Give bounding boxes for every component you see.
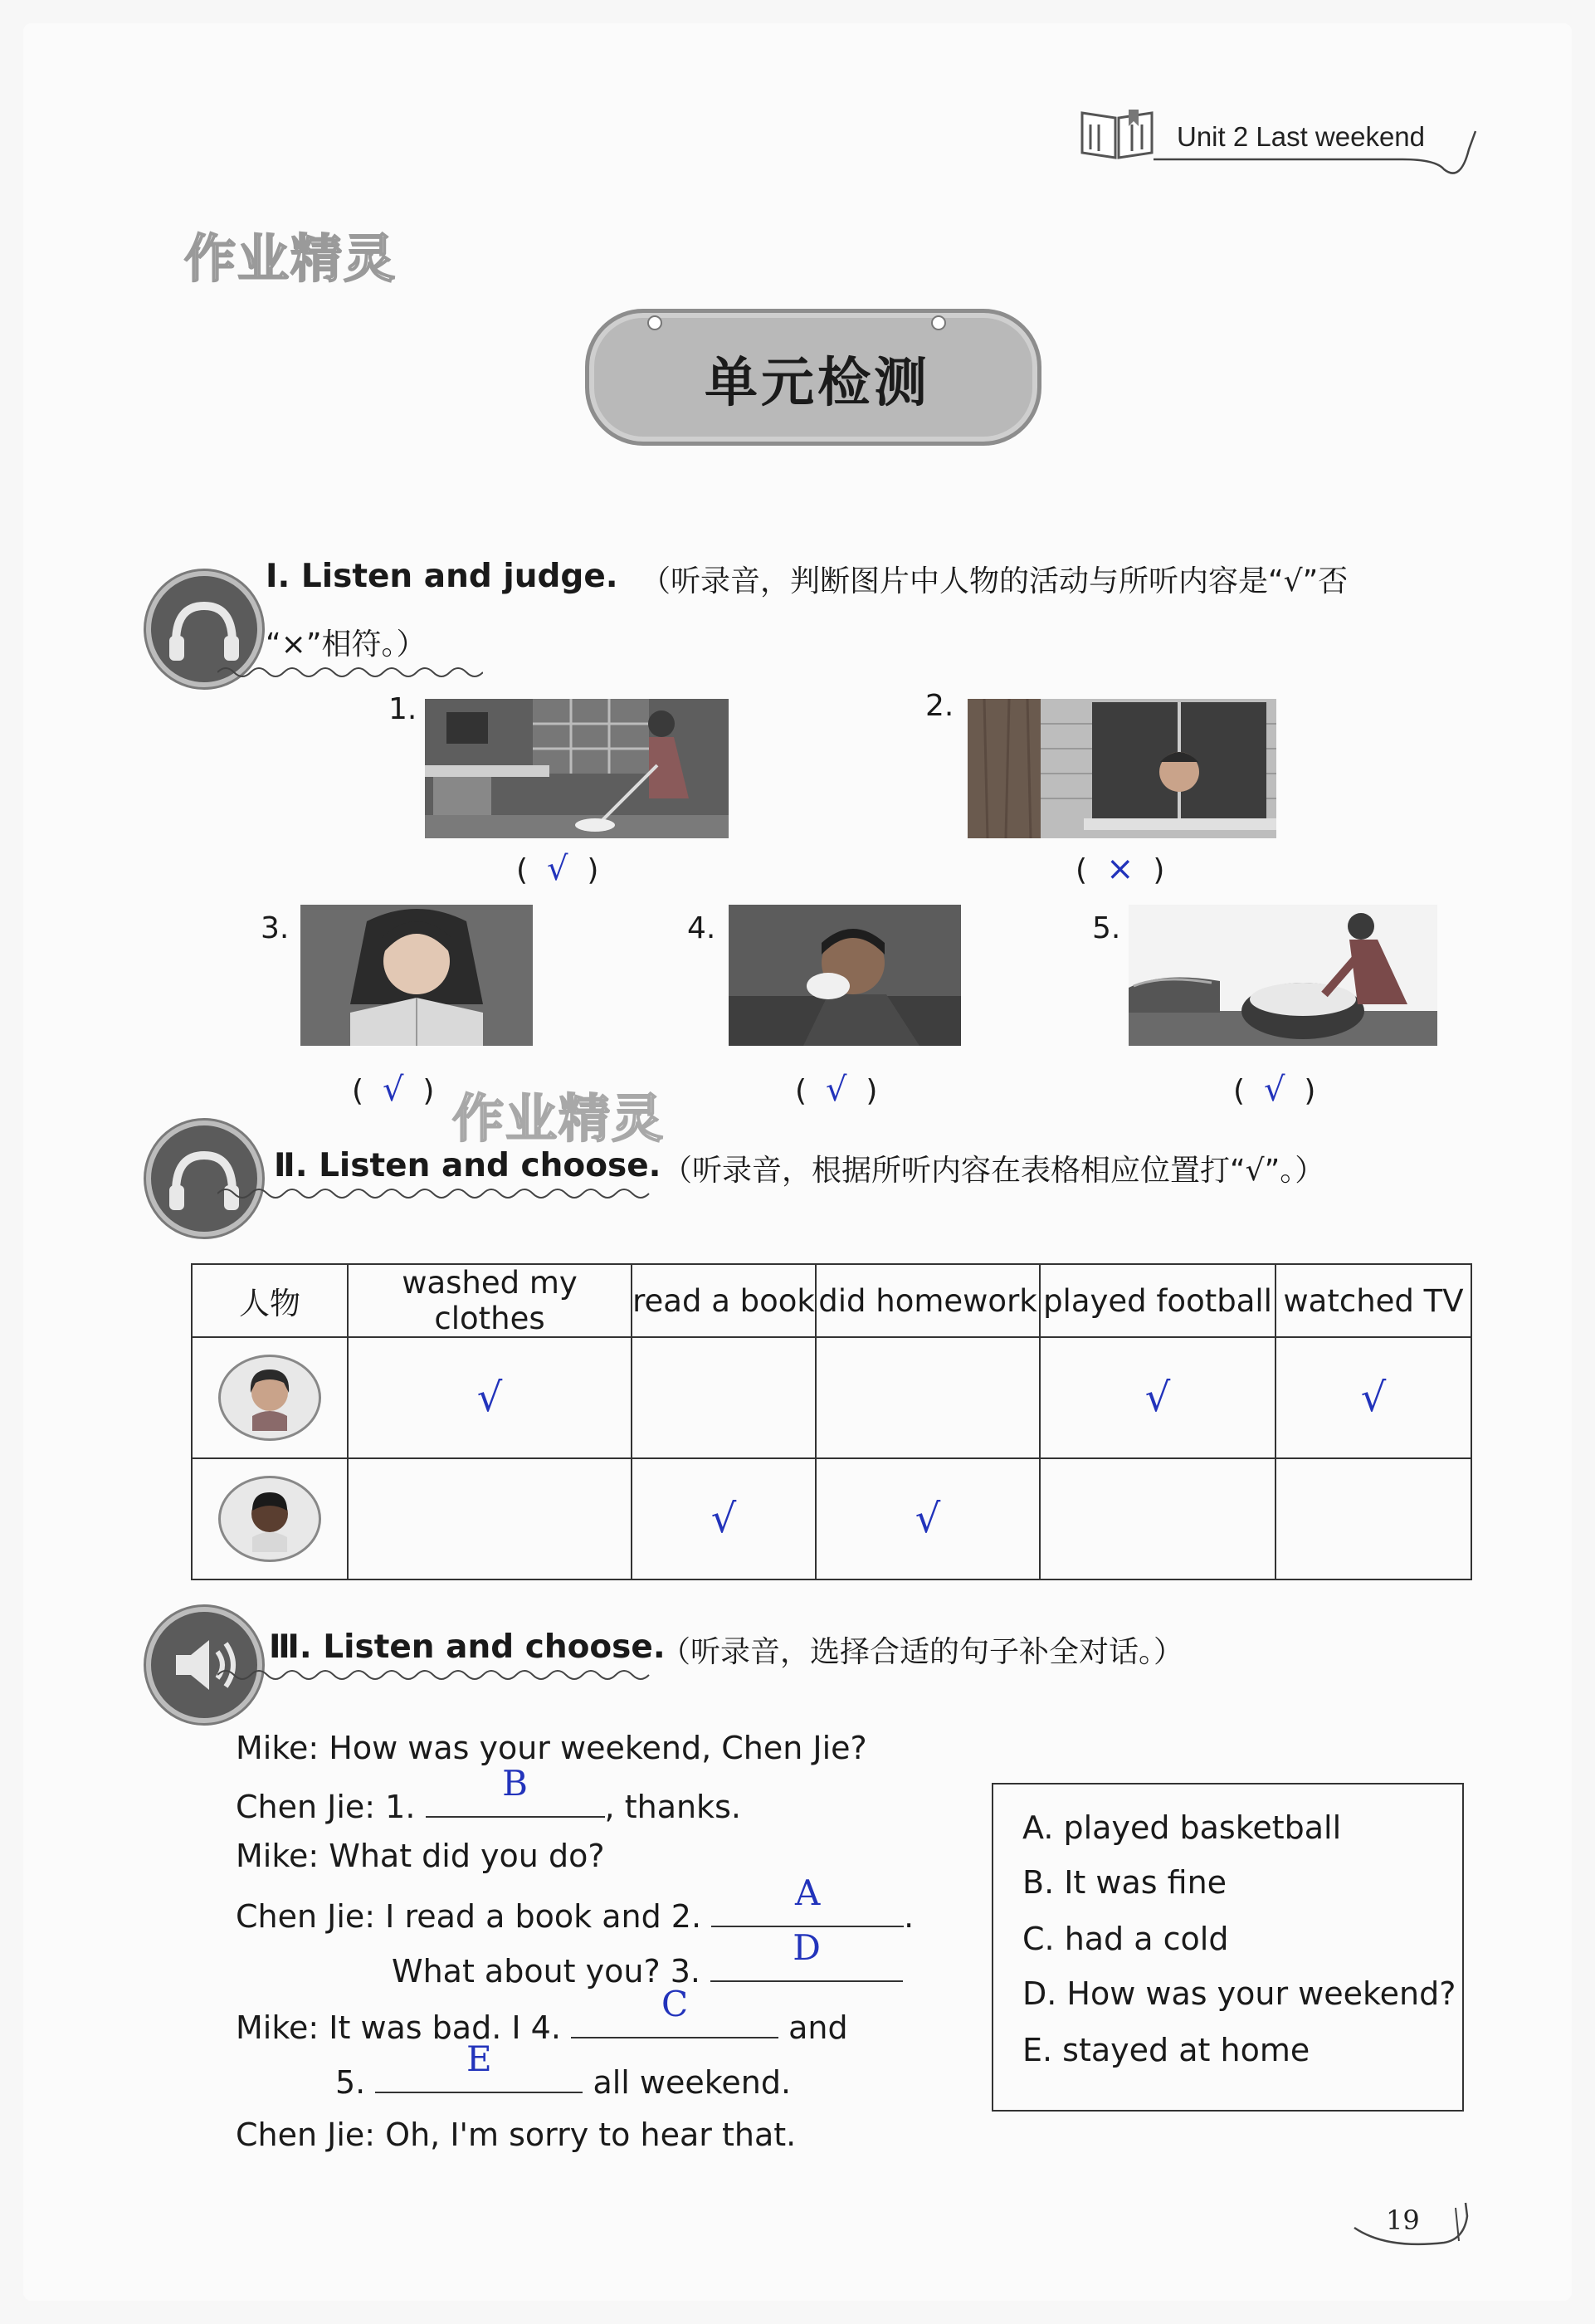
header-cell: did homework <box>816 1264 1040 1337</box>
banner-title: 单元检测 <box>705 353 930 414</box>
header-cell: 人物 <box>192 1264 348 1337</box>
option-item: A. played basketball <box>1022 1809 1342 1846</box>
dialogue-text: Chen Jie: 1. <box>236 1789 416 1825</box>
girl-avatar <box>218 1355 321 1441</box>
item-number: 3. <box>261 911 290 945</box>
dialogue-line: Chen Jie: Oh, I'm sorry to hear that. <box>236 2116 797 2153</box>
dialogue-text: and <box>788 2009 848 2046</box>
option-item: B. It was fine <box>1022 1864 1227 1901</box>
dialogue-line <box>236 1763 741 1825</box>
dialogue-text: all weekend. <box>593 2064 792 2101</box>
answer-paren: ( √ ) <box>516 850 599 888</box>
dialogue-line <box>335 2038 792 2101</box>
answer-letter: E <box>466 2038 492 2079</box>
table-cell <box>816 1458 1040 1579</box>
table-cell <box>1276 1458 1471 1579</box>
answer-letter: D <box>793 1927 821 1968</box>
section2-title: Ⅱ. Listen and choose. <box>274 1147 661 1184</box>
header-cell: played football <box>1040 1264 1276 1337</box>
tick-mark: √ <box>1144 1374 1171 1421</box>
picture-washing-clothes <box>1129 905 1437 1046</box>
answer-blank <box>375 2038 583 2093</box>
table-cell <box>1040 1458 1276 1579</box>
tick-mark: √ <box>710 1496 737 1542</box>
table-cell <box>348 1458 632 1579</box>
answer-blank <box>710 1927 903 1982</box>
answer-paren: ( √ ) <box>352 1071 435 1109</box>
answer-letter: B <box>502 1763 528 1804</box>
unit-title: Unit 2 Last weekend <box>1177 121 1426 152</box>
option-item: D. How was your weekend? <box>1022 1975 1456 2012</box>
tick-mark: √ <box>915 1496 941 1542</box>
section1-note-line1: （听录音，判断图片中人物的活动与所听内容是“√”否 <box>641 564 1349 598</box>
watermark: 作业精灵 <box>452 1088 666 1149</box>
option-item: E. stayed at home <box>1022 2032 1310 2068</box>
answer-paren: ( √ ) <box>795 1071 878 1109</box>
tick-mark: √ <box>476 1374 503 1421</box>
speaker-icon <box>146 1607 262 1723</box>
dialogue-text: Mike: It was bad. I 4. <box>236 2009 561 2046</box>
book-icon <box>1079 106 1155 161</box>
dialogue-line: Mike: What did you do? <box>236 1838 605 1874</box>
page-number: 19 <box>1386 2204 1420 2236</box>
answer-blank <box>426 1763 605 1818</box>
answer-blank <box>571 1984 778 2038</box>
section1-note-line2: “×”相符。） <box>266 627 427 662</box>
dialogue-text: 5. <box>335 2064 366 2101</box>
section3-note: （听录音，选择合适的句子补全对话。） <box>661 1635 1184 1669</box>
answer-table <box>191 1263 1472 1580</box>
item-number: 2. <box>925 689 954 723</box>
section2-note: （听录音，根据所听内容在表格相应位置打“√”。） <box>662 1154 1325 1188</box>
item-number: 1. <box>388 692 417 726</box>
item-number: 5. <box>1092 911 1121 945</box>
avatar-cell <box>192 1458 348 1579</box>
dialogue-line: Mike: How was your weekend, Chen Jie? <box>236 1730 867 1766</box>
picture-mopping-floor <box>425 699 729 838</box>
answer-mark: √ <box>825 1071 847 1109</box>
table-cell <box>1040 1337 1276 1458</box>
picture-girl-reading <box>300 905 533 1046</box>
answer-paren: ( √ ) <box>1233 1071 1316 1109</box>
table-cell <box>816 1337 1040 1458</box>
header-cell: watched TV <box>1276 1264 1471 1337</box>
option-item: C. had a cold <box>1022 1921 1229 1957</box>
headphones-icon <box>146 1120 262 1237</box>
header-cell: washed my clothes <box>348 1264 632 1337</box>
answer-mark: × <box>1105 850 1134 888</box>
answer-mark: √ <box>1263 1071 1285 1109</box>
answer-paren: ( × ) <box>1076 850 1165 888</box>
table-row <box>192 1337 1471 1458</box>
answer-letter: C <box>661 1984 689 2024</box>
answer-letter: A <box>794 1872 821 1913</box>
banner-pin <box>931 315 946 330</box>
wavy-underline <box>217 1185 657 1202</box>
header-cell: read a book <box>632 1264 816 1337</box>
banner-pin <box>647 315 662 330</box>
table-cell <box>632 1458 816 1579</box>
avatar-cell <box>192 1337 348 1458</box>
item-number: 4. <box>687 911 716 945</box>
watermark: 作业精灵 <box>184 228 398 289</box>
picture-man-with-cold <box>729 905 961 1046</box>
dialogue-text: , thanks. <box>604 1789 741 1825</box>
table-cell <box>348 1337 632 1458</box>
dialogue-text: What about you? 3. <box>392 1953 700 1990</box>
answer-blank <box>711 1872 904 1927</box>
picture-boy-at-window <box>968 699 1276 838</box>
dialogue-text: Chen Jie: I read a book and 2. <box>236 1898 702 1935</box>
section3-title: Ⅲ. Listen and choose. <box>269 1628 666 1666</box>
section1-title: Ⅰ. Listen and judge. <box>266 558 618 595</box>
table-cell <box>1276 1337 1471 1458</box>
table-row <box>192 1458 1471 1579</box>
tick-mark: √ <box>1360 1374 1387 1421</box>
answer-mark: √ <box>382 1071 404 1109</box>
wavy-underline <box>217 1667 657 1683</box>
answer-mark: √ <box>546 850 568 888</box>
wavy-underline <box>217 664 483 681</box>
boy-avatar <box>218 1476 321 1562</box>
table-header-row <box>192 1264 1471 1337</box>
dialogue-text: . <box>904 1898 915 1935</box>
table-cell <box>632 1337 816 1458</box>
